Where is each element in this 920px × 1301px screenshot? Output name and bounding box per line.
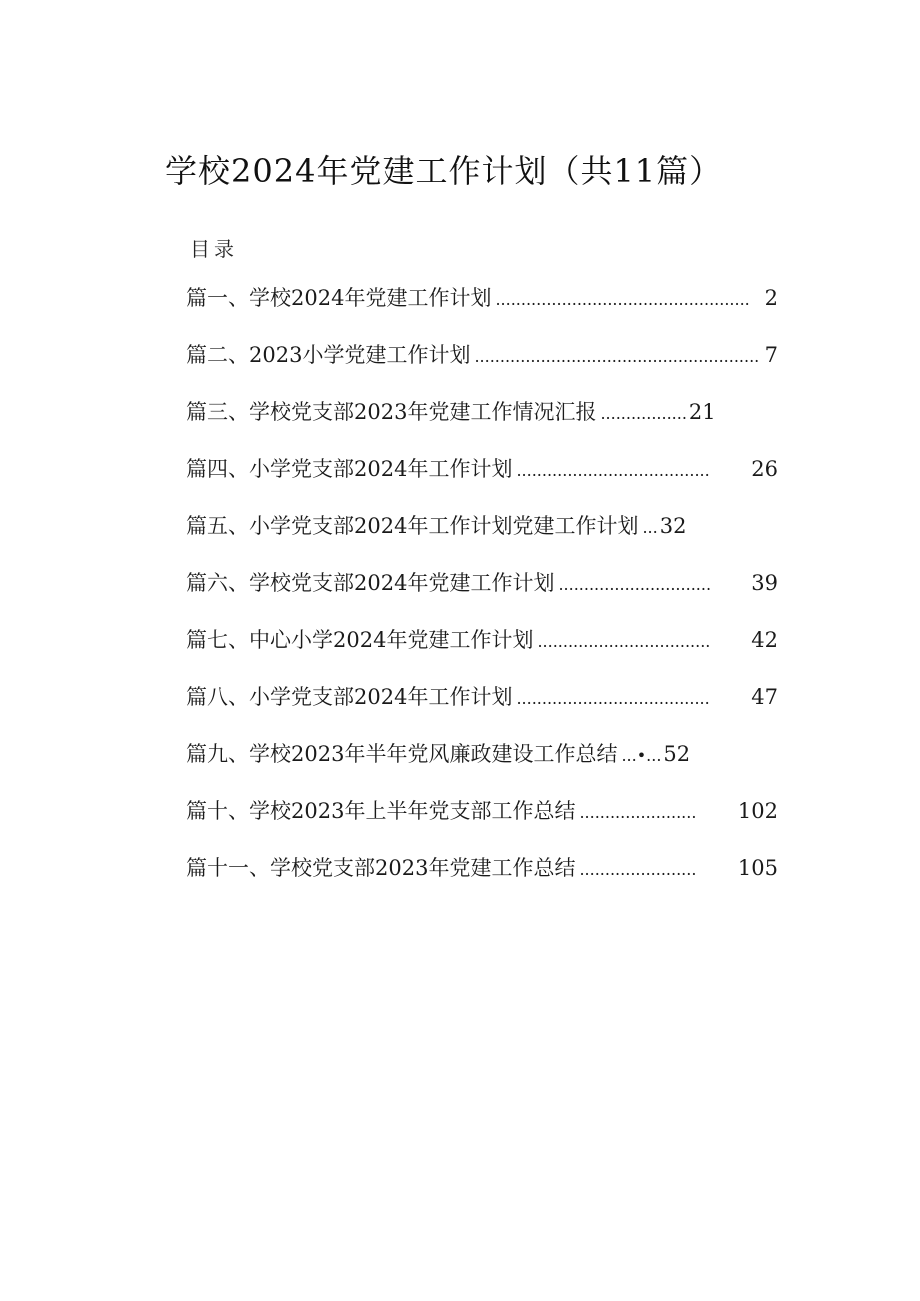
toc-dot-leader: ................. xyxy=(600,404,687,423)
toc-dot-leader: .............................. xyxy=(558,575,712,594)
toc-dot-leader: ... xyxy=(642,518,658,537)
toc-entry-label: 篇五、小学党支部2024年工作计划党建工作计划 xyxy=(186,514,639,538)
toc-entry-label: 篇一、学校2024年党建工作计划 xyxy=(186,286,492,310)
toc-entry-2[interactable] xyxy=(186,339,778,396)
toc-entry-1[interactable] xyxy=(186,282,778,339)
toc-entry-label: 篇八、小学党支部2024年工作计划 xyxy=(186,685,513,709)
table-of-contents xyxy=(186,282,778,909)
toc-entry-3[interactable] xyxy=(186,396,778,453)
toc-dot-leader: .................................. xyxy=(537,632,711,651)
toc-dot-leader: ...•... xyxy=(621,746,662,765)
toc-entry-label: 篇三、学校党支部2023年党建工作情况汇报 xyxy=(186,400,597,424)
toc-entry-label: 篇九、学校2023年半年党风廉政建设工作总结 xyxy=(186,742,618,766)
toc-entry-5[interactable] xyxy=(186,510,778,567)
toc-page-number: 7 xyxy=(764,343,778,367)
toc-entry-label: 篇六、学校党支部2024年党建工作计划 xyxy=(186,571,555,595)
toc-entry-8[interactable] xyxy=(186,681,778,738)
toc-entry-label: 篇七、中心小学2024年党建工作计划 xyxy=(186,628,534,652)
toc-heading: 目录 xyxy=(190,237,238,261)
toc-entry-label: 篇四、小学党支部2024年工作计划 xyxy=(186,457,513,481)
toc-dot-leader: ........................................................ xyxy=(474,347,760,366)
toc-entry-6[interactable] xyxy=(186,567,778,624)
toc-page-number: 21 xyxy=(688,400,716,424)
toc-page-number: 26 xyxy=(751,457,778,481)
toc-dot-leader: ...................................... xyxy=(516,689,710,708)
toc-page-number: 105 xyxy=(737,856,778,880)
toc-page-number: 47 xyxy=(751,685,778,709)
document-title: 学校2024年党建工作计划（共11篇） xyxy=(165,152,723,190)
toc-page-number: 32 xyxy=(659,514,687,538)
toc-page-number: 42 xyxy=(751,628,778,652)
toc-entry-label: 篇十一、学校党支部2023年党建工作总结 xyxy=(186,856,576,880)
toc-entry-7[interactable] xyxy=(186,624,778,681)
toc-entry-4[interactable] xyxy=(186,453,778,510)
toc-dot-leader: ...................................... xyxy=(516,461,710,480)
toc-page-number: 39 xyxy=(751,571,778,595)
toc-dot-leader: .................................................. xyxy=(495,290,750,309)
toc-dot-leader: ....................... xyxy=(579,860,697,879)
toc-entry-10[interactable] xyxy=(186,795,778,852)
toc-page-number: 102 xyxy=(737,799,778,823)
toc-entry-label: 篇十、学校2023年上半年党支部工作总结 xyxy=(186,799,576,823)
toc-page-number: 52 xyxy=(663,742,691,766)
toc-page-number: 2 xyxy=(764,286,778,310)
toc-dot-leader: ....................... xyxy=(579,803,697,822)
toc-entry-11[interactable] xyxy=(186,852,778,909)
toc-entry-label: 篇二、2023小学党建工作计划 xyxy=(186,343,471,367)
toc-entry-9[interactable] xyxy=(186,738,778,795)
